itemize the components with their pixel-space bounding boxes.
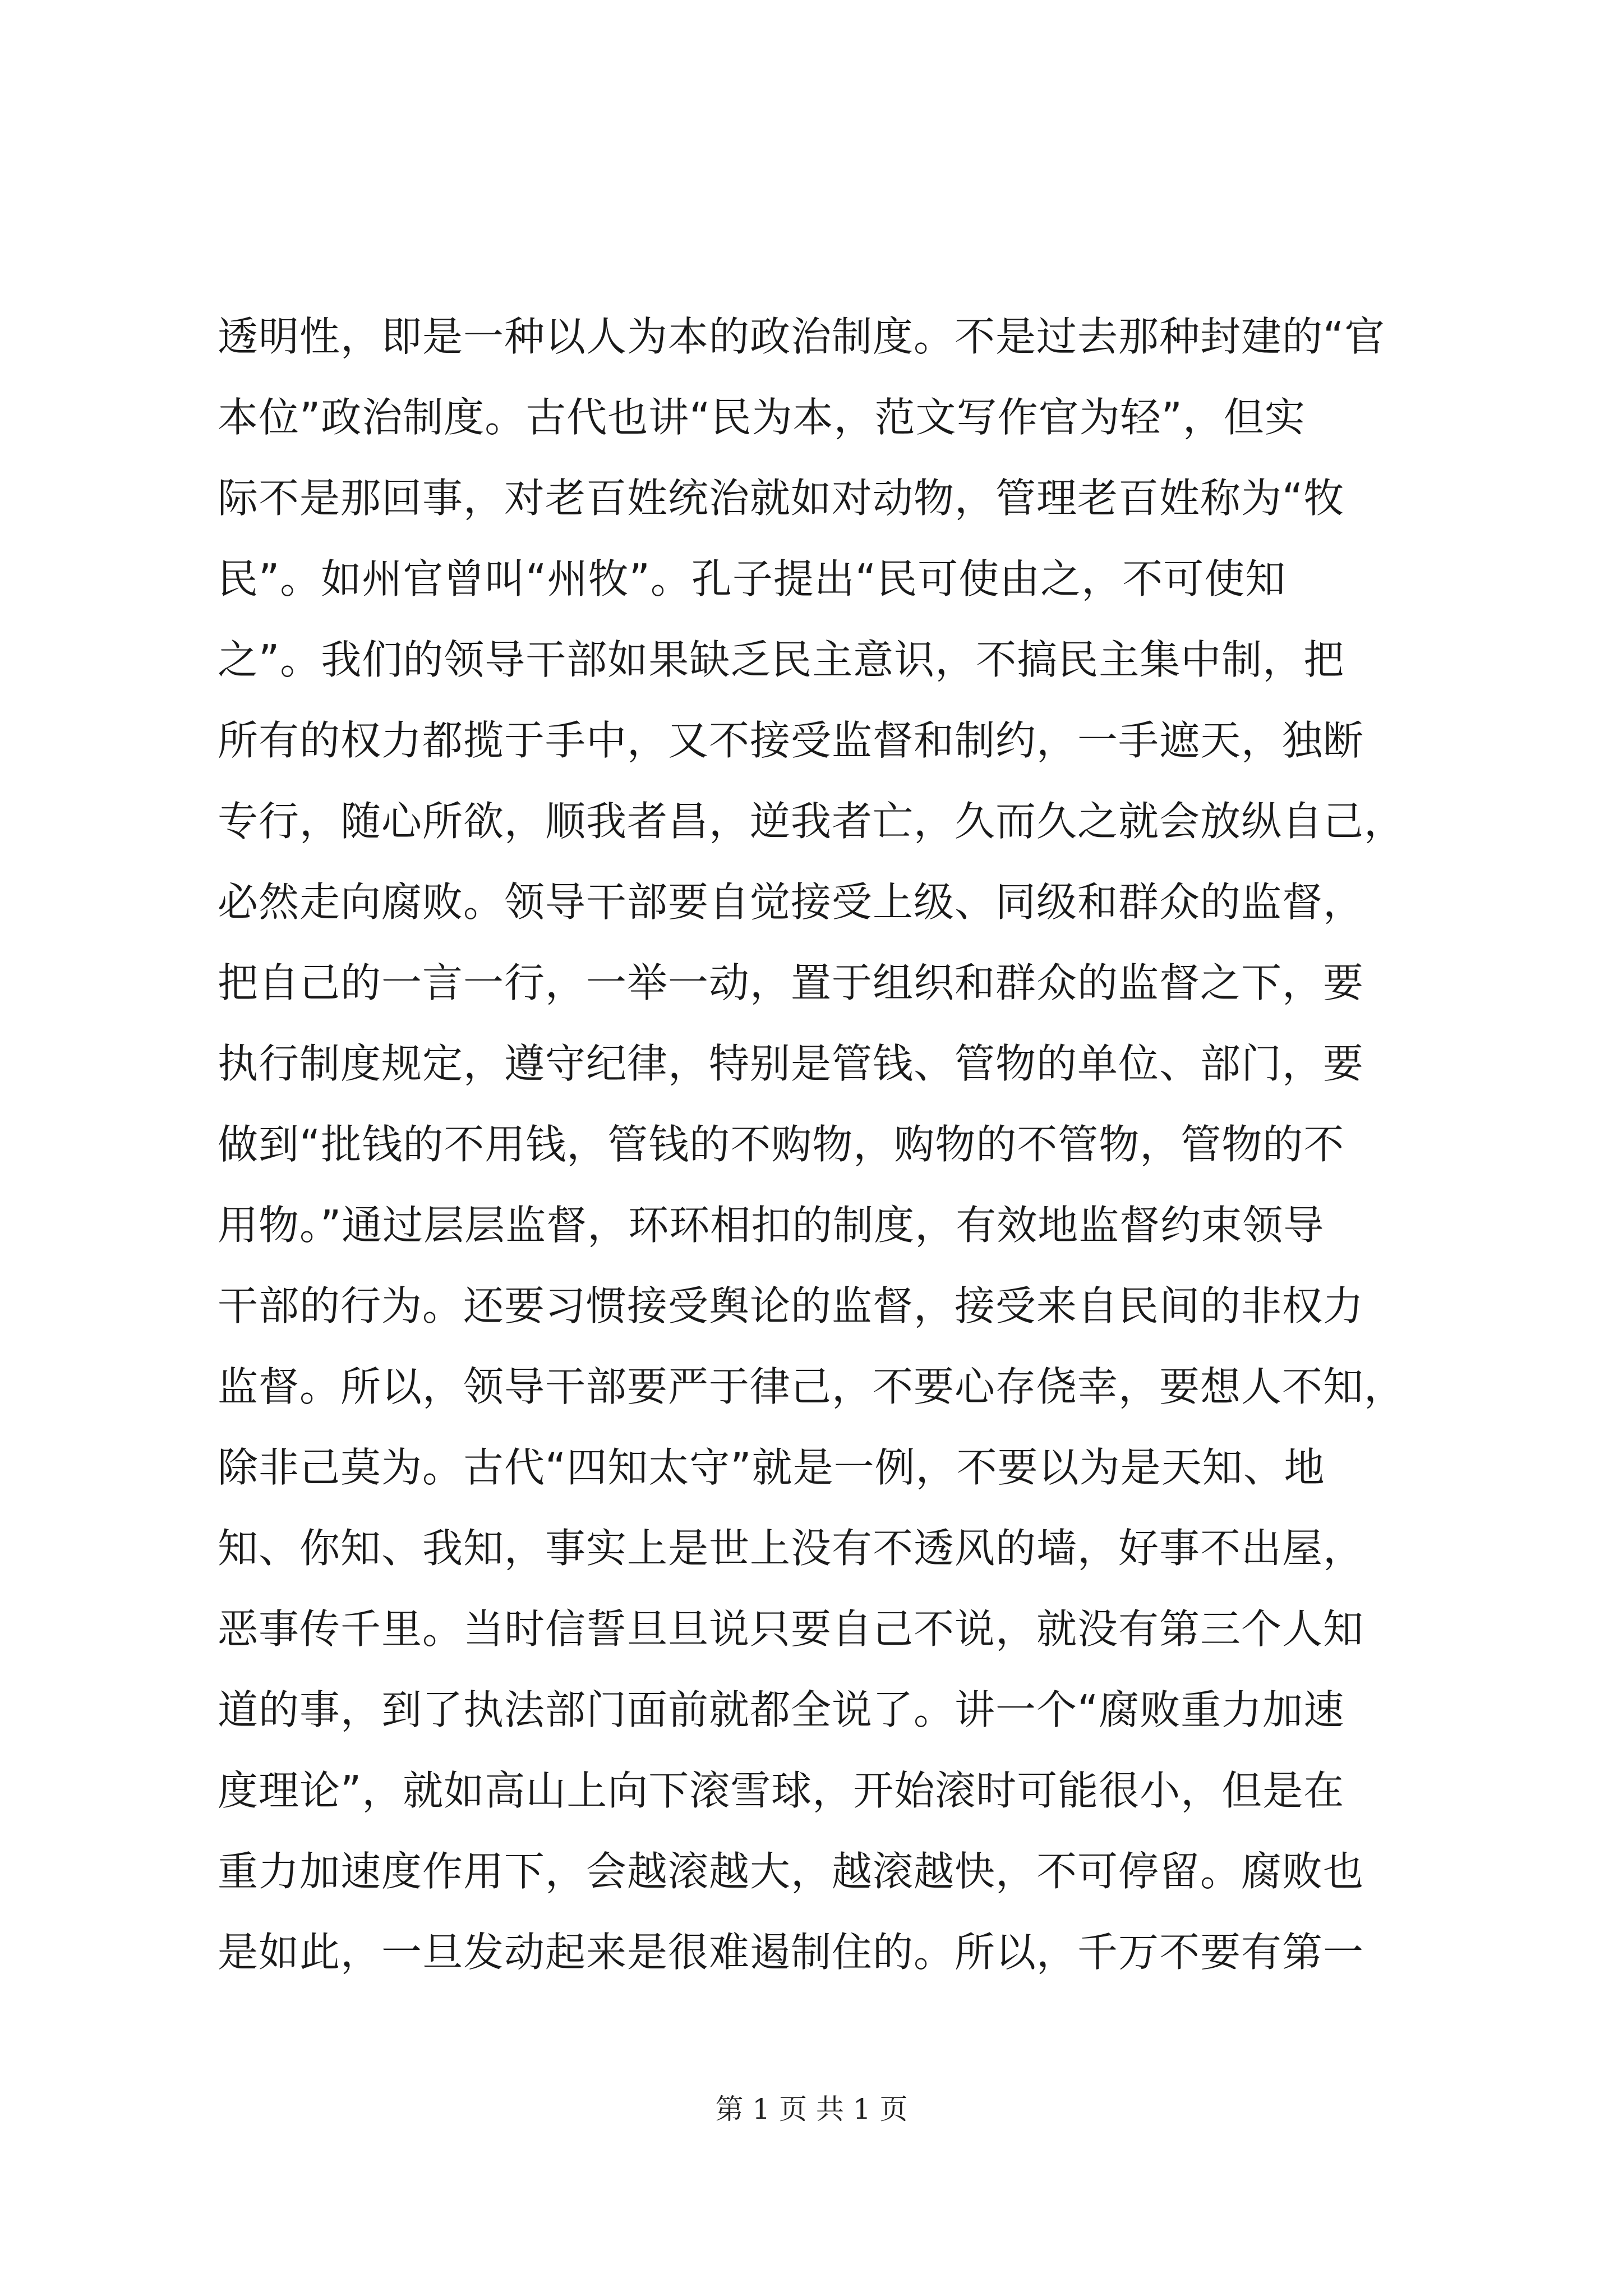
text-line: 把自己的一言一行，一举一动，置于组织和群众的监督之下，要 bbox=[218, 959, 1364, 1006]
text-line: 本位”政治制度。古代也讲“民为本，范文写作官为轻”，但实 bbox=[218, 394, 1306, 441]
page-number-label: 第 1 页 共 1 页 bbox=[715, 2093, 908, 2125]
text-line: 执行制度规定，遵守纪律，特别是管钱、管物的单位、部门，要 bbox=[218, 1040, 1364, 1087]
body-text bbox=[218, 296, 1418, 1993]
text-line: 民”。如州官曾叫“州牧”。孔子提出“民可使由之，不可使知 bbox=[218, 555, 1287, 602]
text-line: 用物。”通过层层监督，环环相扣的制度，有效地监督约束领导 bbox=[218, 1202, 1325, 1249]
text-line: 知、你知、我知，事实上是世上没有不透风的墙，好事不出屋， bbox=[218, 1525, 1364, 1572]
text-line: 际不是那回事，对老百姓统治就如对动物，管理老百姓称为“牧 bbox=[218, 475, 1345, 522]
text-line: 所有的权力都揽于手中，又不接受监督和制约，一手遮天，独断 bbox=[218, 717, 1364, 764]
text-line: 监督。所以，领导干部要严于律己，不要心存侥幸，要想人不知， bbox=[218, 1363, 1405, 1410]
text-line: 透明性，即是一种以人为本的政治制度。不是过去那种封建的“官 bbox=[218, 313, 1386, 360]
text-line: 干部的行为。还要习惯接受舆论的监督，接受来自民间的非权力 bbox=[218, 1282, 1364, 1329]
text-line: 必然走向腐败。领导干部要自觉接受上级、同级和群众的监督， bbox=[218, 878, 1364, 926]
text-line: 专行，随心所欲，顺我者昌，逆我者亡，久而久之就会放纵自己， bbox=[218, 798, 1405, 845]
text-line: 道的事，到了执法部门面前就都全说了。讲一个“腐败重力加速 bbox=[218, 1686, 1345, 1733]
text-line: 除非己莫为。古代“四知太守”就是一例，不要以为是天知、地 bbox=[218, 1444, 1325, 1491]
text-line: 之”。我们的领导干部如果缺乏民主意识，不搞民主集中制，把 bbox=[218, 636, 1345, 683]
page-footer bbox=[0, 2087, 1623, 2127]
text-line: 度理论”，就如高山上向下滚雪球，开始滚时可能很小，但是在 bbox=[218, 1767, 1345, 1814]
text-line: 恶事传千里。当时信誓旦旦说只要自己不说，就没有第三个人知 bbox=[218, 1605, 1364, 1653]
text-line: 重力加速度作用下，会越滚越大，越滚越快，不可停留。腐败也 bbox=[218, 1848, 1364, 1895]
text-line: 是如此，一旦发动起来是很难遏制住的。所以，千万不要有第一 bbox=[218, 1929, 1364, 1976]
text-line: 做到“批钱的不用钱，管钱的不购物，购物的不管物，管物的不 bbox=[218, 1121, 1345, 1168]
